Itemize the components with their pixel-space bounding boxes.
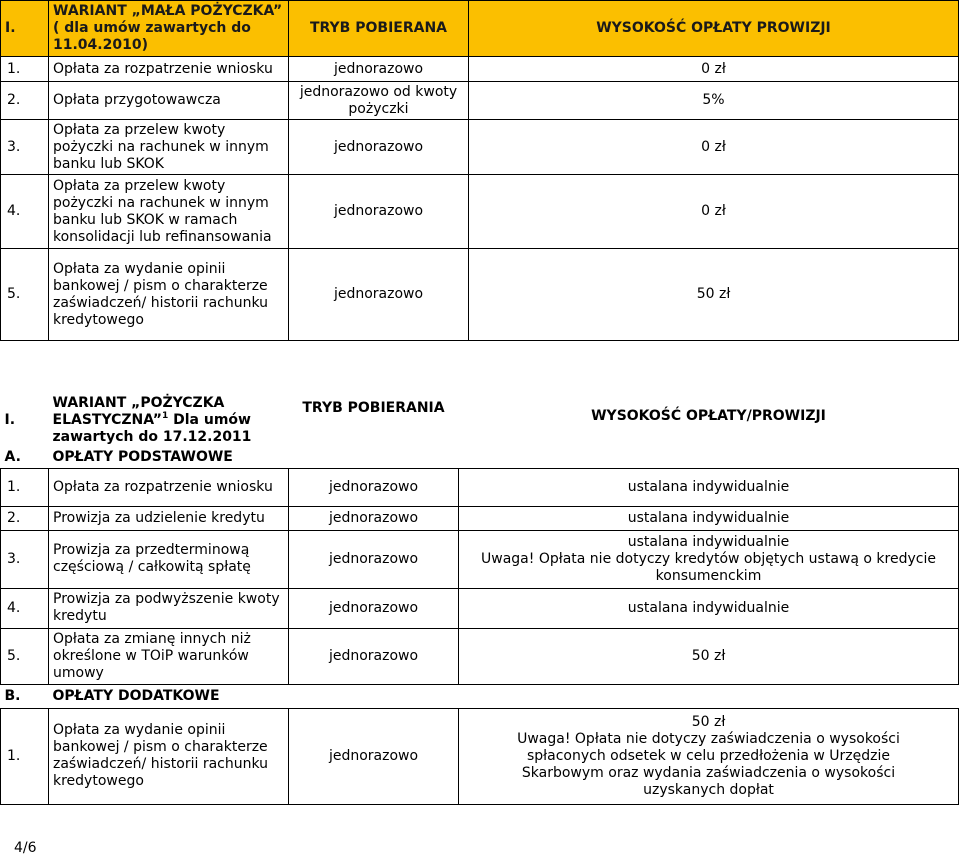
row-fee <box>459 530 959 588</box>
header-num: I. <box>4 411 16 428</box>
fee-table-pozyczka-elastyczna <box>0 392 959 805</box>
row-name: Opłata za wydanie opinii bankowej / pism o charakterze zaświadczeń/ historii rachunku kredytowego <box>49 249 289 341</box>
table-row <box>1 708 959 804</box>
row-fee-note: Uwaga! Opłata nie dotyczy kredytów objętych ustawą o kredycie konsumenckim <box>481 550 936 584</box>
header-fee: WYSOKOŚĆ OPŁATY PROWIZJI <box>469 1 959 57</box>
table-row <box>1 468 959 506</box>
header-title <box>49 392 289 448</box>
row-num: 2. <box>1 82 49 120</box>
row-num: 4. <box>1 175 49 249</box>
row-num: 1. <box>1 708 49 804</box>
table-header-row <box>1 1 959 57</box>
row-fee: 50 zł <box>469 249 959 341</box>
row-mode: jednorazowo <box>289 628 459 684</box>
table-row <box>1 249 959 341</box>
table-row <box>1 530 959 588</box>
section-b-letter: B. <box>4 687 21 704</box>
table-row <box>1 82 959 120</box>
table-row <box>1 120 959 175</box>
header-num: I. <box>1 1 49 57</box>
row-num: 2. <box>1 506 49 530</box>
row-fee-value: ustalana indywidualnie <box>627 533 790 550</box>
row-name: Prowizja za podwyższenie kwoty kredytu <box>49 588 289 628</box>
row-num: 4. <box>1 588 49 628</box>
header-mode: TRYB POBIERANA <box>289 1 469 57</box>
row-fee: ustalana indywidualnie <box>459 468 959 506</box>
row-fee: 50 zł <box>459 628 959 684</box>
row-fee: 0 zł <box>469 120 959 175</box>
table-row <box>1 588 959 628</box>
section-a-title: OPŁATY PODSTAWOWE <box>52 449 233 466</box>
table-row <box>1 57 959 82</box>
row-name: Opłata za przelew kwoty pożyczki na rachunek w innym banku lub SKOK <box>49 120 289 175</box>
section-b-row <box>1 684 959 708</box>
row-fee: 0 zł <box>469 57 959 82</box>
row-name: Opłata przygotowawcza <box>49 82 289 120</box>
row-fee <box>459 708 959 804</box>
row-mode: jednorazowo <box>289 506 459 530</box>
section-a-row <box>1 448 959 468</box>
table-row <box>1 628 959 684</box>
row-mode: jednorazowo <box>289 249 469 341</box>
row-name: Opłata za rozpatrzenie wniosku <box>49 57 289 82</box>
footnote-marker: 1 <box>161 410 169 421</box>
row-fee: ustalana indywidualnie <box>459 506 959 530</box>
row-num: 1. <box>1 57 49 82</box>
section-b-title: OPŁATY DODATKOWE <box>52 687 220 704</box>
row-num: 5. <box>1 628 49 684</box>
row-name: Opłata za wydanie opinii bankowej / pism o charakterze zaświadczeń/ historii rachunku kredytowego <box>49 708 289 804</box>
fee-table-mala-pozyczka <box>0 0 959 341</box>
row-fee: 5% <box>469 82 959 120</box>
row-num: 5. <box>1 249 49 341</box>
header-mode: TRYB POBIERANIA <box>302 400 445 416</box>
row-mode: jednorazowo <box>289 57 469 82</box>
row-fee-value: 50 zł <box>691 713 726 730</box>
row-name: Opłata za zmianę innych niż określone w TOiP warunków umowy <box>49 628 289 684</box>
header-fee: WYSOKOŚĆ OPŁATY/PROWIZJI <box>591 408 826 424</box>
row-mode: jednorazowo <box>289 588 459 628</box>
row-fee: ustalana indywidualnie <box>459 588 959 628</box>
header-title-main: WARIANT „POŻYCZKA ELASTYCZNA” <box>52 394 225 428</box>
row-mode: jednorazowo <box>289 708 459 804</box>
header-title: WARIANT „MAŁA POŻYCZKA” ( dla umów zawartych do 11.04.2010) <box>49 1 289 57</box>
row-name: Opłata za przelew kwoty pożyczki na rachunek w innym banku lub SKOK w ramach konsolidacji lub refinansowania <box>49 175 289 249</box>
row-num: 3. <box>1 530 49 588</box>
row-name: Prowizja za udzielenie kredytu <box>49 506 289 530</box>
header-title-suffix: Dla umów zawartych do 17.12.2011 <box>52 411 252 445</box>
row-mode: jednorazowo od kwoty pożyczki <box>289 82 469 120</box>
row-name: Opłata za rozpatrzenie wniosku <box>49 468 289 506</box>
table-row <box>1 175 959 249</box>
row-fee-note: Uwaga! Opłata nie dotyczy zaświadczenia o wysokości spłaconych odsetek w celu przedłożenia w Urzędzie Skarbowym oraz wydania zaświadczenia o wysokości uzyskanych dopłat <box>517 730 900 798</box>
row-name: Prowizja za przedterminową częściową / całkowitą spłatę <box>49 530 289 588</box>
row-mode: jednorazowo <box>289 120 469 175</box>
table-header-row <box>1 392 959 448</box>
section-a-letter: A. <box>4 449 21 466</box>
row-mode: jednorazowo <box>289 468 459 506</box>
row-num: 1. <box>1 468 49 506</box>
row-fee: 0 zł <box>469 175 959 249</box>
row-mode: jednorazowo <box>289 175 469 249</box>
row-num: 3. <box>1 120 49 175</box>
page-number: 4/6 <box>14 840 37 856</box>
row-mode: jednorazowo <box>289 530 459 588</box>
table-row <box>1 506 959 530</box>
